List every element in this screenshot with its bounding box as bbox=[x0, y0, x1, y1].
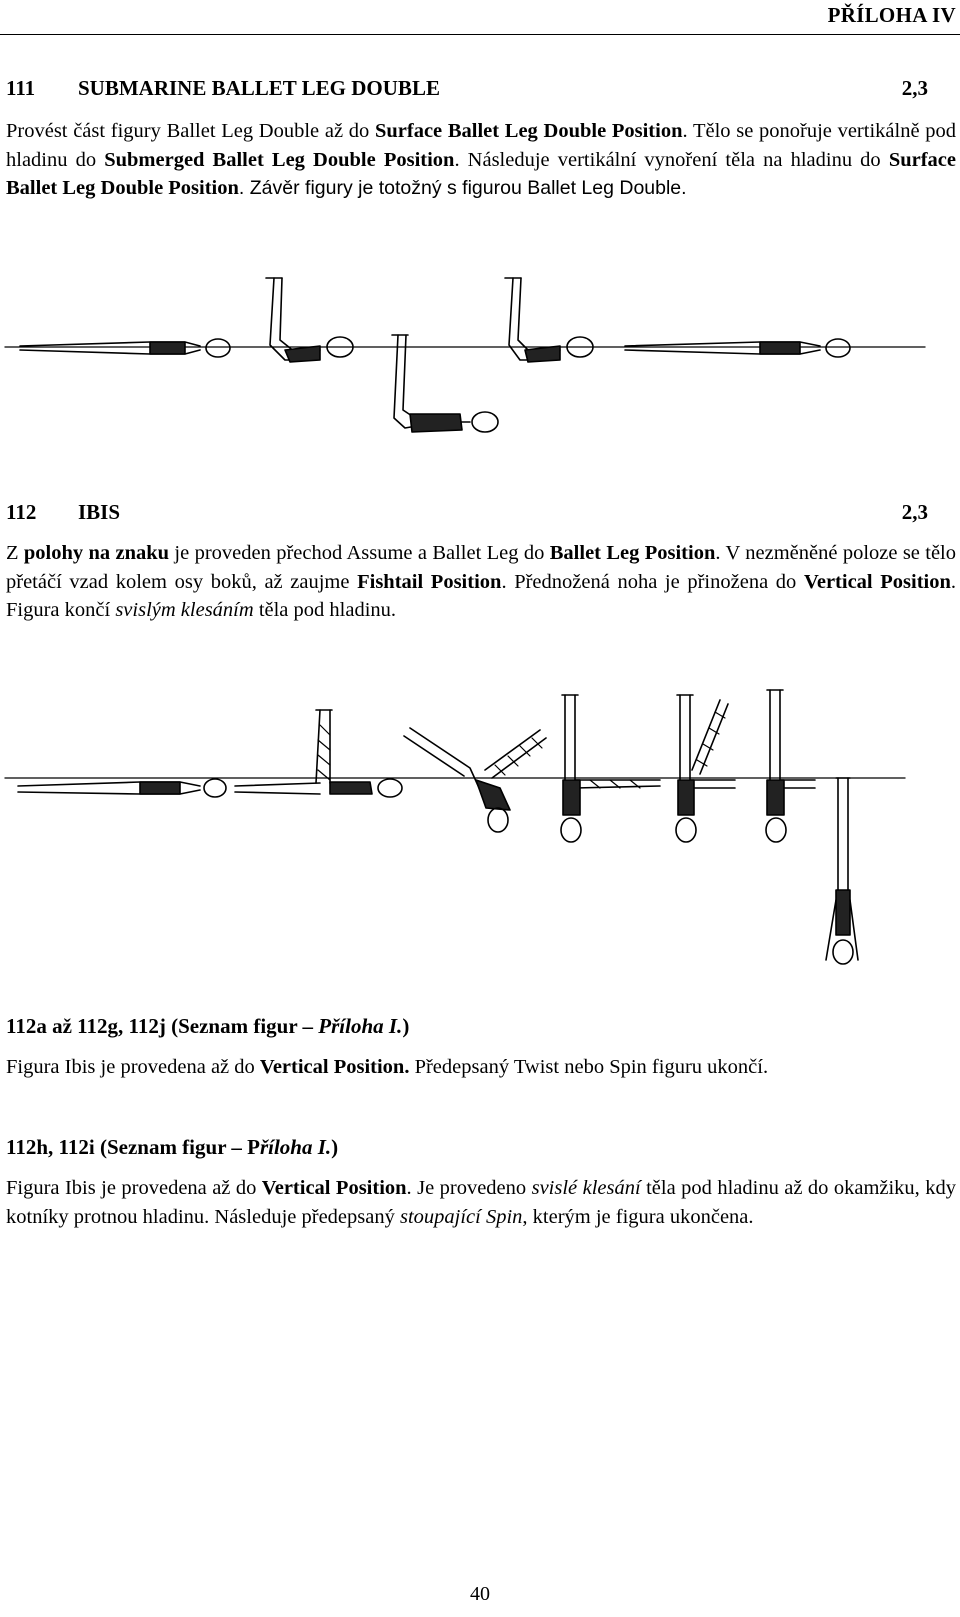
swimmer-figure-4 bbox=[505, 278, 593, 362]
swimmer-figure-5 bbox=[625, 339, 850, 357]
section-111-text bbox=[6, 117, 956, 203]
text-run-bold: Ballet Leg Position bbox=[549, 542, 716, 564]
text-run: , kterým je figura ukončena. bbox=[522, 1205, 754, 1228]
section-112-heading bbox=[6, 500, 928, 525]
text-run-italic: svislým klesáním bbox=[115, 599, 254, 621]
section-111-number: 111 bbox=[6, 76, 36, 100]
text-run-bold: Surface Ballet Leg Double Position bbox=[6, 148, 956, 199]
section-112-score: 2,3 bbox=[901, 500, 928, 524]
ibis-figure-6 bbox=[766, 690, 815, 842]
text-run: . Je provedeno bbox=[406, 1177, 532, 1199]
text-run: Předepsaný Twist nebo Spin figuru ukončí. bbox=[409, 1056, 769, 1078]
ibis-figure-5 bbox=[676, 695, 735, 842]
swimmer-figure-2 bbox=[266, 278, 353, 362]
text-run: . V nezměněné poloze se tělo přetáčí vzad kolem osy boků, až zaujme bbox=[6, 542, 956, 593]
section-112-number: 112 bbox=[6, 500, 37, 524]
text-run: Figura Ibis je provedena až do bbox=[6, 1177, 262, 1199]
text-run: . Závěr figury je totožný s figurou Ballet Leg Double. bbox=[238, 177, 687, 199]
text-run: těla pod hladinu. bbox=[253, 599, 397, 621]
text-run-bold: Vertical Position bbox=[803, 570, 951, 593]
page-header bbox=[0, 0, 960, 35]
section-112h-heading bbox=[6, 1135, 928, 1160]
text-run-bold: Vertical Position. bbox=[259, 1056, 410, 1078]
section-111-title: SUBMARINE BALLET LEG DOUBLE bbox=[78, 76, 440, 100]
header-title: PŘÍLOHA IV bbox=[827, 3, 956, 27]
section-111-heading bbox=[6, 76, 928, 101]
text-run-italic: stoupající Spin bbox=[399, 1205, 523, 1228]
submarine-ballet-leg-illustration bbox=[0, 250, 930, 485]
text-run: je proveden přechod Assume a Ballet Leg do bbox=[169, 542, 550, 564]
ibis-figure-1 bbox=[18, 779, 226, 797]
text-run: těla pod hladinu až do okamžiku, kdy kotníky protnou hladinu. Následuje předepsaný bbox=[6, 1177, 956, 1228]
section-112h-text bbox=[6, 1174, 956, 1231]
text-run-bold: polohy na znaku bbox=[23, 542, 170, 564]
ibis-figure-3 bbox=[404, 728, 546, 832]
ibis-figure-4 bbox=[561, 695, 660, 842]
heading-run-italic: říloha I. bbox=[259, 1135, 332, 1159]
section-112-text bbox=[6, 539, 956, 625]
text-run: Figura Ibis je provedena až do bbox=[6, 1056, 260, 1078]
heading-run: ) bbox=[402, 1014, 410, 1038]
text-run: . Figura končí bbox=[6, 570, 956, 621]
text-run: Provést část figury Ballet Leg Double až do bbox=[6, 120, 375, 142]
text-run-bold: Vertical Position bbox=[261, 1177, 407, 1199]
text-run-bold: Surface Ballet Leg Double Position bbox=[374, 120, 683, 142]
section-111-score: 2,3 bbox=[901, 76, 928, 100]
section-112-title: IBIS bbox=[78, 500, 121, 524]
text-run: . Tělo se ponořuje vertikálně pod hladinu do bbox=[6, 120, 956, 171]
ibis-figure-2 bbox=[235, 710, 402, 797]
section-112a-heading bbox=[6, 1014, 928, 1039]
text-run: . Přednožená noha je přinožena do bbox=[501, 570, 804, 593]
heading-run: 112a až 112g, 112j (Seznam figur – bbox=[6, 1014, 319, 1038]
text-run-bold: Fishtail Position bbox=[357, 570, 502, 593]
page-number: 40 bbox=[470, 1583, 490, 1605]
heading-run-italic: Příloha I. bbox=[318, 1014, 403, 1038]
swimmer-figure-3 bbox=[392, 335, 498, 432]
text-run: Z bbox=[6, 542, 24, 564]
section-112a-text bbox=[6, 1053, 956, 1082]
heading-run: 112h, 112i (Seznam figur – P bbox=[6, 1135, 260, 1159]
text-run: . Následuje vertikální vynoření těla na hladinu do bbox=[454, 148, 889, 171]
text-run-italic: svislé klesání bbox=[531, 1177, 641, 1199]
text-run-bold: Submerged Ballet Leg Double Position bbox=[104, 148, 455, 171]
heading-run: ) bbox=[331, 1135, 339, 1159]
swimmer-figure-1 bbox=[20, 339, 230, 357]
ibis-figure-7 bbox=[826, 778, 858, 964]
ibis-illustration bbox=[0, 680, 930, 1000]
